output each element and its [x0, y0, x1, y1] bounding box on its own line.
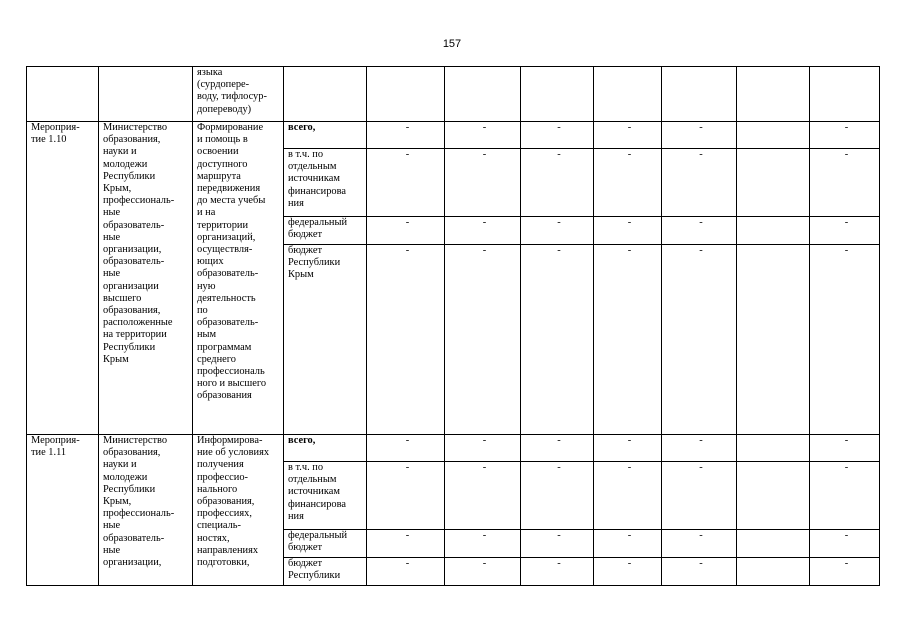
- value-cell: -: [521, 217, 594, 245]
- value-cell: -: [445, 245, 521, 435]
- cell-empty: [445, 67, 521, 122]
- value-cell: -: [521, 530, 594, 558]
- activity-name: Мероприя- тие 1.10: [27, 122, 99, 435]
- activity-executor: Министерство образования, науки и молодежи Республики Крым, профессиональ- ные образователь- ные организации,: [99, 435, 193, 586]
- value-cell: -: [367, 558, 445, 586]
- cell-empty: [737, 245, 810, 435]
- value-cell: -: [662, 462, 737, 530]
- value-cell: -: [367, 530, 445, 558]
- value-cell: -: [445, 149, 521, 217]
- value-cell: -: [367, 217, 445, 245]
- value-cell: -: [521, 149, 594, 217]
- value-cell: -: [662, 435, 737, 462]
- value-cell: -: [367, 435, 445, 462]
- value-cell: -: [367, 245, 445, 435]
- value-cell: -: [662, 245, 737, 435]
- value-cell: -: [810, 122, 880, 149]
- cell-empty: [284, 67, 367, 122]
- value-cell: -: [445, 558, 521, 586]
- value-cell: -: [445, 530, 521, 558]
- value-cell: -: [521, 558, 594, 586]
- cell-empty: [737, 462, 810, 530]
- cell-empty: [737, 149, 810, 217]
- value-cell: -: [594, 435, 662, 462]
- value-cell: -: [445, 435, 521, 462]
- cell-empty: [737, 558, 810, 586]
- value-cell: -: [594, 149, 662, 217]
- cell-empty: [521, 67, 594, 122]
- value-cell: -: [810, 530, 880, 558]
- value-cell: -: [594, 558, 662, 586]
- activity-executor: Министерство образования, науки и молодежи Республики Крым, профессиональ- ные образователь- ные организации, образователь- ные организации высшего образования, расположенные на территории Республики Крым: [99, 122, 193, 435]
- activity-description: Информирова- ние об условиях получения профессио- нального образования, профессиях, специаль- ностях, направлениях подготовки,: [193, 435, 284, 586]
- value-cell: -: [594, 245, 662, 435]
- table-body: [27, 67, 880, 586]
- funding-source: федеральный бюджет: [284, 530, 367, 558]
- value-cell: -: [367, 149, 445, 217]
- value-cell: -: [367, 122, 445, 149]
- value-cell: -: [594, 217, 662, 245]
- value-cell: -: [810, 149, 880, 217]
- value-cell: -: [662, 530, 737, 558]
- funding-source: бюджет Республики Крым: [284, 245, 367, 435]
- value-cell: -: [521, 435, 594, 462]
- value-cell: -: [810, 245, 880, 435]
- value-cell: -: [594, 530, 662, 558]
- activity-description: Формирование и помощь в освоении доступного маршрута передвижения до места учебы и на территории организаций, осуществля- ющих образователь- ную деятельность по образователь- ным программам среднего профессиональ ного и высшего образования: [193, 122, 284, 435]
- value-cell: -: [662, 558, 737, 586]
- cell-empty: [594, 67, 662, 122]
- funding-source: в т.ч. по отдельным источникам финансирова ния: [284, 462, 367, 530]
- cell-empty: [99, 67, 193, 122]
- page-number: 157: [442, 38, 462, 50]
- value-cell: -: [662, 122, 737, 149]
- funding-source: федеральный бюджет: [284, 217, 367, 245]
- value-cell: -: [810, 558, 880, 586]
- cell-empty: [662, 67, 737, 122]
- cell-empty: [27, 67, 99, 122]
- value-cell: -: [445, 122, 521, 149]
- value-cell: -: [445, 462, 521, 530]
- funding-source: всего,: [284, 122, 367, 149]
- funding-source: всего,: [284, 435, 367, 462]
- cell-empty: [810, 67, 880, 122]
- value-cell: -: [594, 462, 662, 530]
- value-cell: -: [521, 462, 594, 530]
- activity-name: Мероприя- тие 1.11: [27, 435, 99, 586]
- cell-empty: [367, 67, 445, 122]
- cell-empty: [737, 530, 810, 558]
- value-cell: -: [810, 462, 880, 530]
- value-cell: -: [662, 217, 737, 245]
- table-row-continuation: [27, 67, 880, 122]
- value-cell: -: [810, 217, 880, 245]
- table-row: [27, 122, 880, 149]
- funding-source: бюджет Республики: [284, 558, 367, 586]
- value-cell: -: [445, 217, 521, 245]
- funding-source: в т.ч. по отдельным источникам финансирова ния: [284, 149, 367, 217]
- value-cell: -: [594, 122, 662, 149]
- value-cell: -: [367, 462, 445, 530]
- value-cell: -: [521, 245, 594, 435]
- value-cell: -: [810, 435, 880, 462]
- value-cell: -: [521, 122, 594, 149]
- cell-empty: [737, 67, 810, 122]
- table-row: [27, 435, 880, 462]
- activity-description: языка (сурдопере- воду, тифлосур- допереводу): [193, 67, 284, 122]
- value-cell: -: [662, 149, 737, 217]
- program-table: [26, 66, 880, 586]
- cell-empty: [737, 435, 810, 462]
- cell-empty: [737, 122, 810, 149]
- cell-empty: [737, 217, 810, 245]
